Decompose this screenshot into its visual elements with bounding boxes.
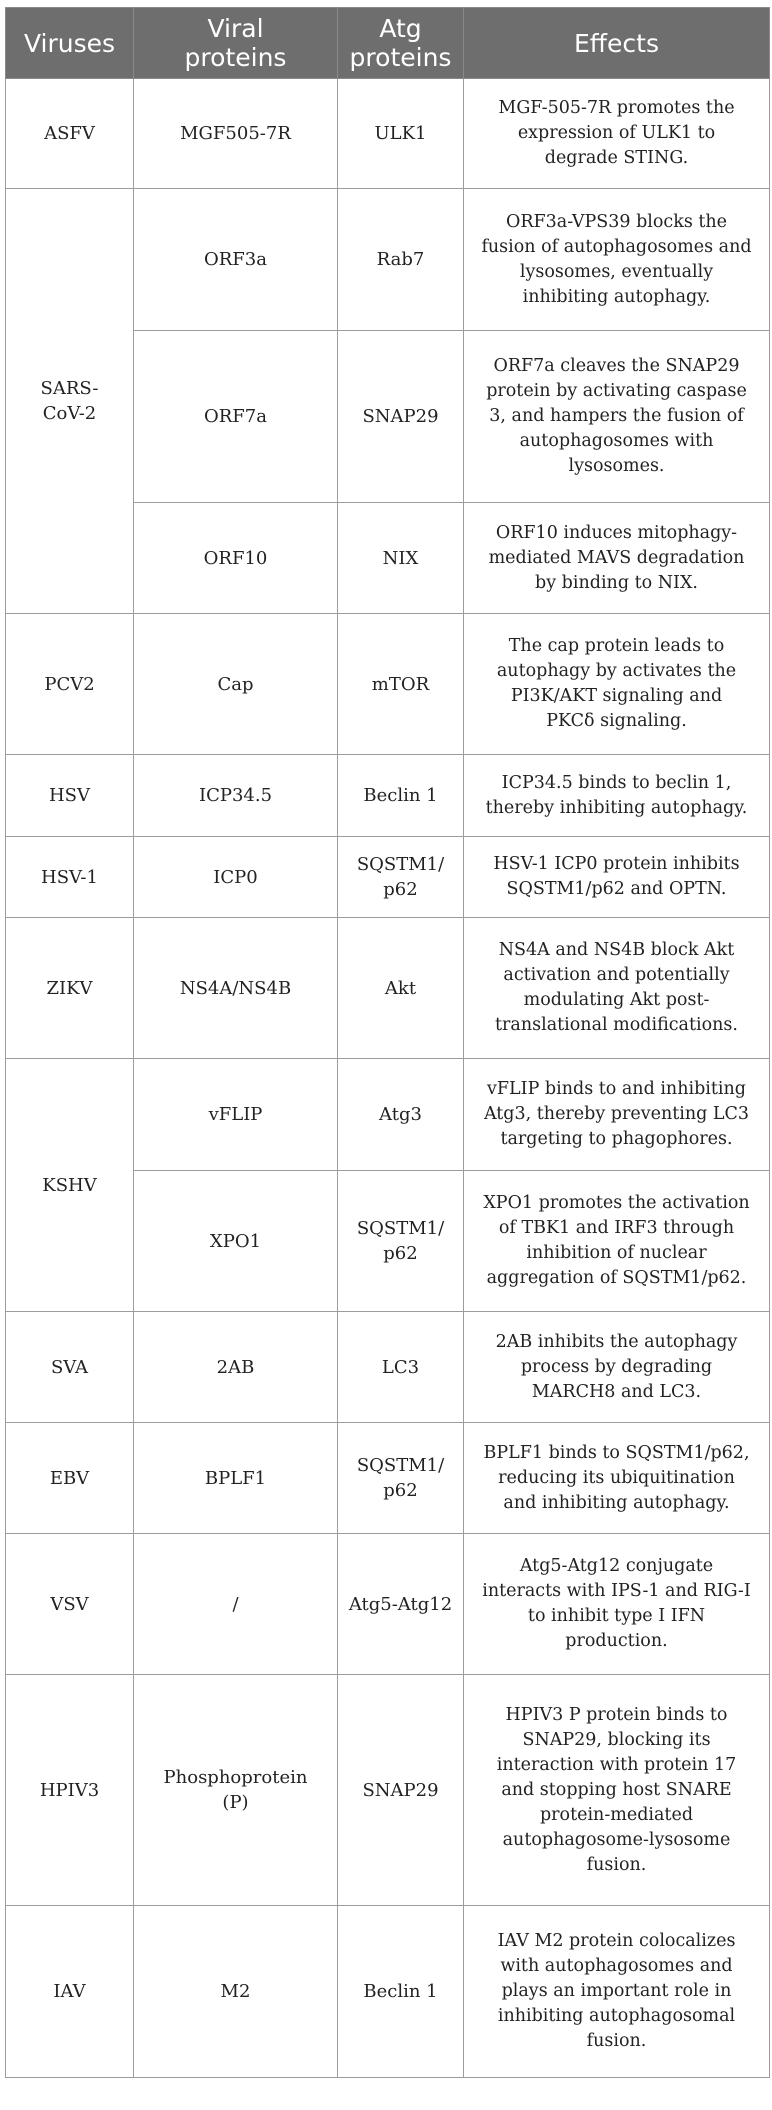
- table-row: [6, 1675, 770, 1906]
- table-row: [6, 189, 770, 331]
- viral-protein-cell: 2AB: [134, 1312, 338, 1423]
- atg-protein-cell: Atg3: [338, 1059, 464, 1171]
- viral-protein-cell: MGF505-7R: [134, 79, 338, 189]
- atg-protein-cell: SNAP29: [338, 1675, 464, 1906]
- table-row: [6, 1312, 770, 1423]
- effect-cell: ORF10 induces mitophagy- mediated MAVS degradation by binding to NIX.: [464, 503, 770, 614]
- atg-protein-cell: SQSTM1/ p62: [338, 837, 464, 918]
- virus-cell: HSV: [6, 755, 134, 837]
- table-row: [6, 918, 770, 1059]
- atg-protein-cell: LC3: [338, 1312, 464, 1423]
- effect-cell: The cap protein leads to autophagy by activates the PI3K/AKT signaling and PKCδ signaling.: [464, 614, 770, 755]
- virus-cell: VSV: [6, 1534, 134, 1675]
- virus-cell: PCV2: [6, 614, 134, 755]
- atg-protein-cell: mTOR: [338, 614, 464, 755]
- effect-cell: XPO1 promotes the activation of TBK1 and IRF3 through inhibition of nuclear aggregation of SQSTM1/p62.: [464, 1171, 770, 1312]
- effect-cell: MGF-505-7R promotes the expression of ULK1 to degrade STING.: [464, 79, 770, 189]
- table-row: [6, 614, 770, 755]
- viral-protein-cell: Phosphoprotein (P): [134, 1675, 338, 1906]
- virus-cell: HSV-1: [6, 837, 134, 918]
- viral-protein-cell: M2: [134, 1906, 338, 2078]
- header-row: [6, 8, 770, 79]
- virus-cell: ASFV: [6, 79, 134, 189]
- virus-cell: IAV: [6, 1906, 134, 2078]
- viral-protein-cell: ICP0: [134, 837, 338, 918]
- effect-cell: IAV M2 protein colocalizes with autophagosomes and plays an important role in inhibiting autophagosomal fusion.: [464, 1906, 770, 2078]
- table-row: [6, 837, 770, 918]
- virus-cell: EBV: [6, 1423, 134, 1534]
- virus-cell: SARS- CoV-2: [6, 189, 134, 614]
- virus-autophagy-table: [5, 7, 770, 2078]
- atg-protein-cell: SNAP29: [338, 331, 464, 503]
- effect-cell: 2AB inhibits the autophagy process by degrading MARCH8 and LC3.: [464, 1312, 770, 1423]
- table-row: [6, 1534, 770, 1675]
- table-row: [6, 755, 770, 837]
- viral-protein-cell: Cap: [134, 614, 338, 755]
- viral-protein-cell: ICP34.5: [134, 755, 338, 837]
- viral-protein-cell: /: [134, 1534, 338, 1675]
- table-row: [6, 1059, 770, 1171]
- table-row: [6, 1423, 770, 1534]
- header-effects: Effects: [464, 8, 770, 79]
- viral-protein-cell: vFLIP: [134, 1059, 338, 1171]
- viral-protein-cell: ORF3a: [134, 189, 338, 331]
- effect-cell: ORF7a cleaves the SNAP29 protein by activating caspase 3, and hampers the fusion of autophagosomes with lysosomes.: [464, 331, 770, 503]
- atg-protein-cell: Atg5-Atg12: [338, 1534, 464, 1675]
- viral-protein-cell: NS4A/NS4B: [134, 918, 338, 1059]
- table-row: [6, 1906, 770, 2078]
- effect-cell: Atg5-Atg12 conjugate interacts with IPS-1 and RIG-I to inhibit type I IFN production.: [464, 1534, 770, 1675]
- atg-protein-cell: NIX: [338, 503, 464, 614]
- viral-protein-cell: BPLF1: [134, 1423, 338, 1534]
- header-viral-proteins: Viral proteins: [134, 8, 338, 79]
- atg-protein-cell: Beclin 1: [338, 1906, 464, 2078]
- viral-protein-cell: ORF10: [134, 503, 338, 614]
- atg-protein-cell: Akt: [338, 918, 464, 1059]
- atg-protein-cell: SQSTM1/ p62: [338, 1171, 464, 1312]
- header-atg-proteins: Atg proteins: [338, 8, 464, 79]
- effect-cell: ICP34.5 binds to beclin 1, thereby inhibiting autophagy.: [464, 755, 770, 837]
- virus-cell: SVA: [6, 1312, 134, 1423]
- atg-protein-cell: Beclin 1: [338, 755, 464, 837]
- effect-cell: HPIV3 P protein binds to SNAP29, blocking its interaction with protein 17 and stopping host SNARE protein-mediated autophagosome-lysosome fusion.: [464, 1675, 770, 1906]
- atg-protein-cell: ULK1: [338, 79, 464, 189]
- viral-protein-cell: XPO1: [134, 1171, 338, 1312]
- table-row: [6, 79, 770, 189]
- atg-protein-cell: SQSTM1/ p62: [338, 1423, 464, 1534]
- viral-protein-cell: ORF7a: [134, 331, 338, 503]
- virus-cell: HPIV3: [6, 1675, 134, 1906]
- effect-cell: ORF3a-VPS39 blocks the fusion of autophagosomes and lysosomes, eventually inhibiting autophagy.: [464, 189, 770, 331]
- virus-cell: KSHV: [6, 1059, 134, 1312]
- header-viruses: Viruses: [6, 8, 134, 79]
- atg-protein-cell: Rab7: [338, 189, 464, 331]
- virus-cell: ZIKV: [6, 918, 134, 1059]
- effect-cell: NS4A and NS4B block Akt activation and potentially modulating Akt post- translational modifications.: [464, 918, 770, 1059]
- effect-cell: vFLIP binds to and inhibiting Atg3, thereby preventing LC3 targeting to phagophores.: [464, 1059, 770, 1171]
- effect-cell: HSV-1 ICP0 protein inhibits SQSTM1/p62 and OPTN.: [464, 837, 770, 918]
- effect-cell: BPLF1 binds to SQSTM1/p62, reducing its ubiquitination and inhibiting autophagy.: [464, 1423, 770, 1534]
